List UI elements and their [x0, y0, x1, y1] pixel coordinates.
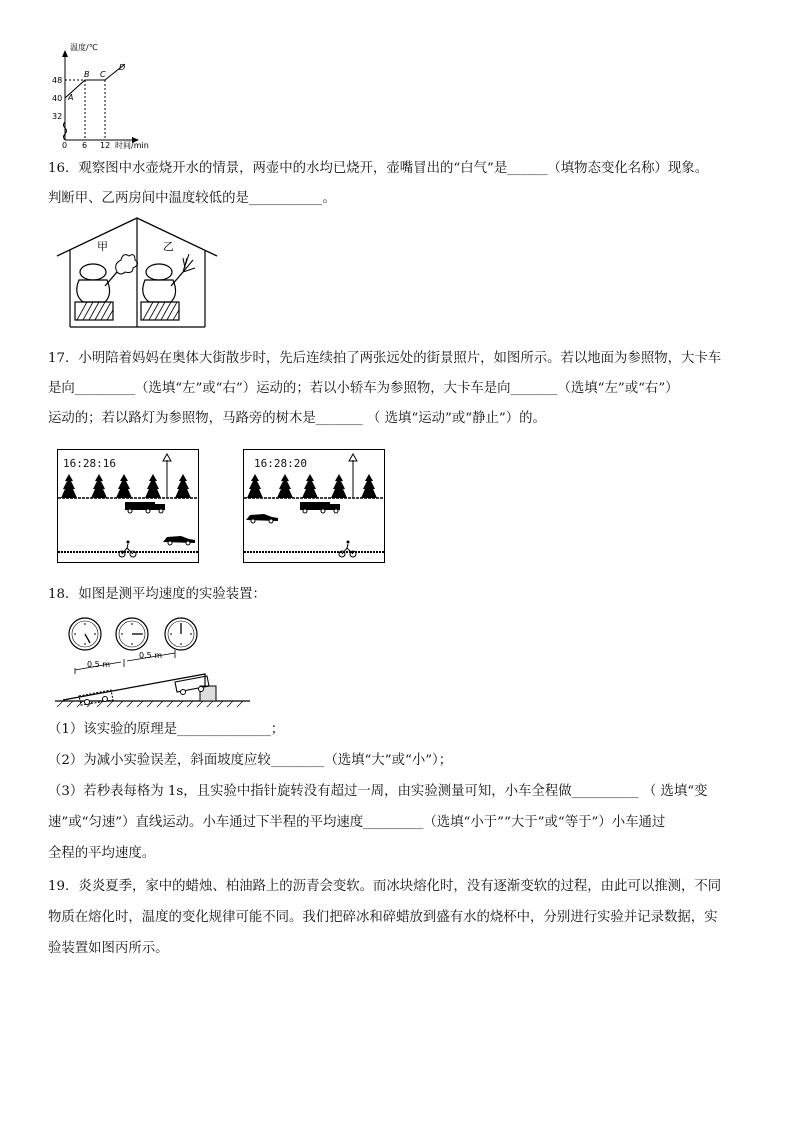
q19-line-3: 验装置如图丙所示。 — [48, 941, 169, 956]
room-label-yi: 乙 — [163, 240, 174, 253]
tree-row-2 — [247, 474, 377, 498]
q17-line-1: 17．小明陪着妈妈在奥体大街散步时，先后连续拍了两张远处的街景照片，如图所示。若以地面为参照物，大卡车 — [48, 351, 722, 366]
stopwatch-2 — [116, 618, 148, 650]
xtick-6: 6 — [82, 141, 88, 150]
car-1 — [163, 536, 195, 545]
ytick-32: 32 — [52, 112, 63, 121]
q18-sub-1: （1）该实验的原理是______________； — [48, 722, 285, 737]
q18-sub-3a: （3）若秒表每格为 1s，且实验中指针旋转没有超过一周，由实验测量可知，小车全程做__________ （ 选填“变 — [48, 784, 708, 799]
lamp-post-1 — [163, 454, 171, 497]
kettle-left — [75, 255, 138, 320]
q18-sub-2: （2）为减小实验误差，斜面坡度应较________（选填“大”或“小”）； — [48, 753, 453, 768]
q17-line-2: 是向_________（选填“左”或“右”）运动的；若以小轿车为参照物，大卡车是向_______（选填“左”或“右”） — [48, 381, 679, 396]
y-axis-arrow — [62, 50, 68, 57]
point-b-label: B — [84, 70, 90, 79]
point-d-label: D — [119, 63, 126, 72]
bicycle-2 — [339, 541, 356, 558]
truck-1 — [125, 502, 165, 513]
point-a-label: A — [68, 93, 74, 102]
y-axis-label: 温度/℃ — [70, 43, 98, 52]
q16-line-1: 16．观察图中水壶烧开水的情景，两壶中的水均已烧开，壶嘴冒出的“白气”是______（填物态变化名称）现象。 — [48, 161, 709, 176]
incline-experiment-figure — [55, 612, 255, 710]
temperature-time-graph — [40, 40, 160, 150]
stopwatch-1 — [69, 618, 101, 650]
q19-line-1: 19．炎炎夏季，家中的蜡烛、柏油路上的沥青会变软。而冰块熔化时，没有逐渐变软的过程，由此可以推测，不同 — [48, 879, 722, 894]
bicycle-1 — [119, 541, 136, 558]
xtick-12: 12 — [100, 141, 111, 150]
q16-line-2: 判断甲、乙两房间中温度较低的是___________。 — [48, 191, 336, 206]
kettle-right — [141, 254, 195, 320]
lamp-post-2 — [349, 454, 357, 497]
photo-2-time: 16:28:20 — [254, 457, 307, 470]
street-photo-2 — [243, 449, 385, 563]
point-c-label: C — [100, 70, 106, 79]
q17-line-3: 运动的；若以路灯为参照物，马路旁的树木是_______ （ 选填“运动”或“静止”）的。 — [48, 411, 546, 426]
q18-sub-3b: 速”或“匀速”）直线运动。小车通过下半程的平均速度_________（选填“小于”“大于”或“等于”）小车通过 — [48, 815, 666, 830]
ytick-48: 48 — [52, 76, 63, 85]
tree-row-1 — [61, 474, 191, 498]
q19-line-2: 物质在熔化时，温度的变化规律可能不同。我们把碎冰和碎蜡放到盛有水的烧杯中，分别进行实验并记录数据，实 — [48, 910, 718, 925]
two-rooms-figure — [55, 216, 220, 331]
q18-line-1: 18．如图是测平均速度的实验装置： — [48, 587, 266, 602]
q18-sub-3c: 全程的平均速度。 — [48, 846, 156, 861]
xtick-0: 0 — [62, 141, 68, 150]
segment-1-label: 0.5 m — [87, 660, 111, 669]
truck-2 — [300, 502, 340, 513]
street-photo-1 — [57, 449, 199, 563]
temperature-curve — [65, 64, 125, 98]
car-2 — [246, 514, 278, 523]
room-label-jia: 甲 — [97, 240, 108, 253]
x-axis-label: 时间/min — [115, 141, 149, 150]
incline — [63, 674, 205, 700]
ytick-40: 40 — [52, 94, 63, 103]
segment-2-label: 0.5 m — [139, 651, 163, 660]
photo-1-time: 16:28:16 — [63, 457, 116, 470]
stopwatch-3 — [165, 618, 197, 650]
